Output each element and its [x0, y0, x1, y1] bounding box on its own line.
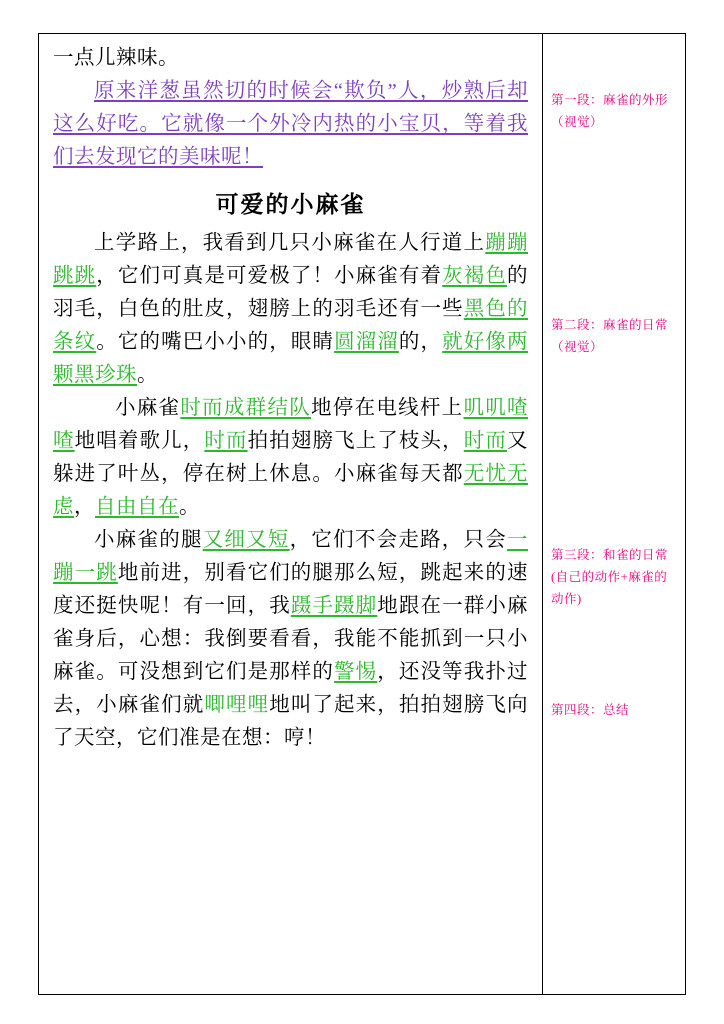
highlight-run: 蹦蹦跳跳 [53, 232, 529, 287]
text-run: 又躲进了叶丛，停在树上休息。小麻雀每天都 [53, 430, 529, 485]
annotation-paragraph-3: 第三段：和雀的日常(自己的动作+麻雀的动作) [551, 548, 669, 606]
text-run: ， [74, 496, 95, 518]
highlight-run: 一蹦一跳 [53, 529, 529, 584]
annotation-paragraph-2: 第二段：麻雀的日常（视觉） [551, 318, 669, 354]
highlight-run: 时而 [204, 430, 248, 452]
paragraph-1 [53, 227, 528, 392]
text-run: 地唱着歌儿， [74, 430, 205, 452]
highlight-run: 无忧无虑 [53, 463, 529, 518]
highlight-run: 自由自在 [95, 496, 179, 518]
highlight-run: 警惕 [334, 661, 378, 683]
highlight-run: 圆溜溜 [334, 331, 399, 353]
text-run: 。 [179, 496, 200, 518]
article-title: 可爱的小麻雀 [215, 192, 366, 217]
text-run: 。它的嘴巴小小的，眼睛 [96, 331, 335, 353]
highlight-run: 时而 [463, 430, 508, 452]
highlight-run: 黑色的条纹 [53, 298, 529, 353]
highlight-run: 叽叽喳喳 [53, 397, 529, 452]
text-run: 小麻雀 [115, 397, 181, 419]
text-run: 。 [137, 364, 158, 386]
text-run: 地叫了起来，拍拍翅膀飞向了天空，它们准是在想：哼！ [53, 694, 529, 749]
highlight-run: 唧哩哩 [204, 694, 270, 716]
paragraph-2 [53, 392, 528, 524]
text-run: 的羽毛，白色的肚皮，翅膀上的羽毛还有一些 [53, 265, 529, 320]
text-run: ，它们不会走路，只会 [289, 529, 508, 551]
annotation-column [543, 34, 685, 994]
annotation-paragraph-1: 第一段：麻雀的外形（视觉） [551, 93, 669, 129]
text-run: 地停在电线杆上 [311, 397, 464, 419]
text-run: 拍拍翅膀飞上了枝头， [247, 430, 464, 452]
highlight-run: 时而成群结队 [180, 397, 312, 419]
main-text-column [39, 34, 543, 994]
text-run: 上学路上，我看到几只小麻雀在人行道上 [94, 232, 486, 254]
paragraph-3 [53, 524, 528, 755]
highlight-run: 蹑手蹑脚 [290, 595, 378, 617]
text-run: ，它们可真是可爱极了！小麻雀有着 [96, 265, 443, 287]
paragraph-conclusion: 原来洋葱虽然切的时候会“欺负”人，炒熟后却这么好吃。它就像一个外冷内热的小宝贝，等着我们去发现它的美味呢！ [53, 80, 528, 168]
highlight-run: 就好像两颗黑珍珠 [53, 331, 529, 386]
text-run: ，还没等我扑过去，小麻雀们就 [53, 661, 529, 716]
text-run: 地跟在一群小麻雀身后，心想：我倒要看看，我能不能抓到一只小麻雀。可没想到它们是那样的 [53, 595, 529, 683]
text-run: 地前进，别看它们的腿那么短，跳起来的速度还挺快呢！有一回，我 [53, 562, 529, 617]
highlight-run: 又细又短 [202, 529, 290, 551]
paragraph-tail: 一点儿辣味。 [53, 47, 179, 69]
annotation-paragraph-4: 第四段：总结 [551, 703, 630, 717]
text-run: 的， [398, 331, 443, 353]
highlight-run: 灰褐色 [442, 265, 508, 287]
text-run: 小麻雀的腿 [94, 529, 203, 551]
document-table [38, 33, 686, 995]
